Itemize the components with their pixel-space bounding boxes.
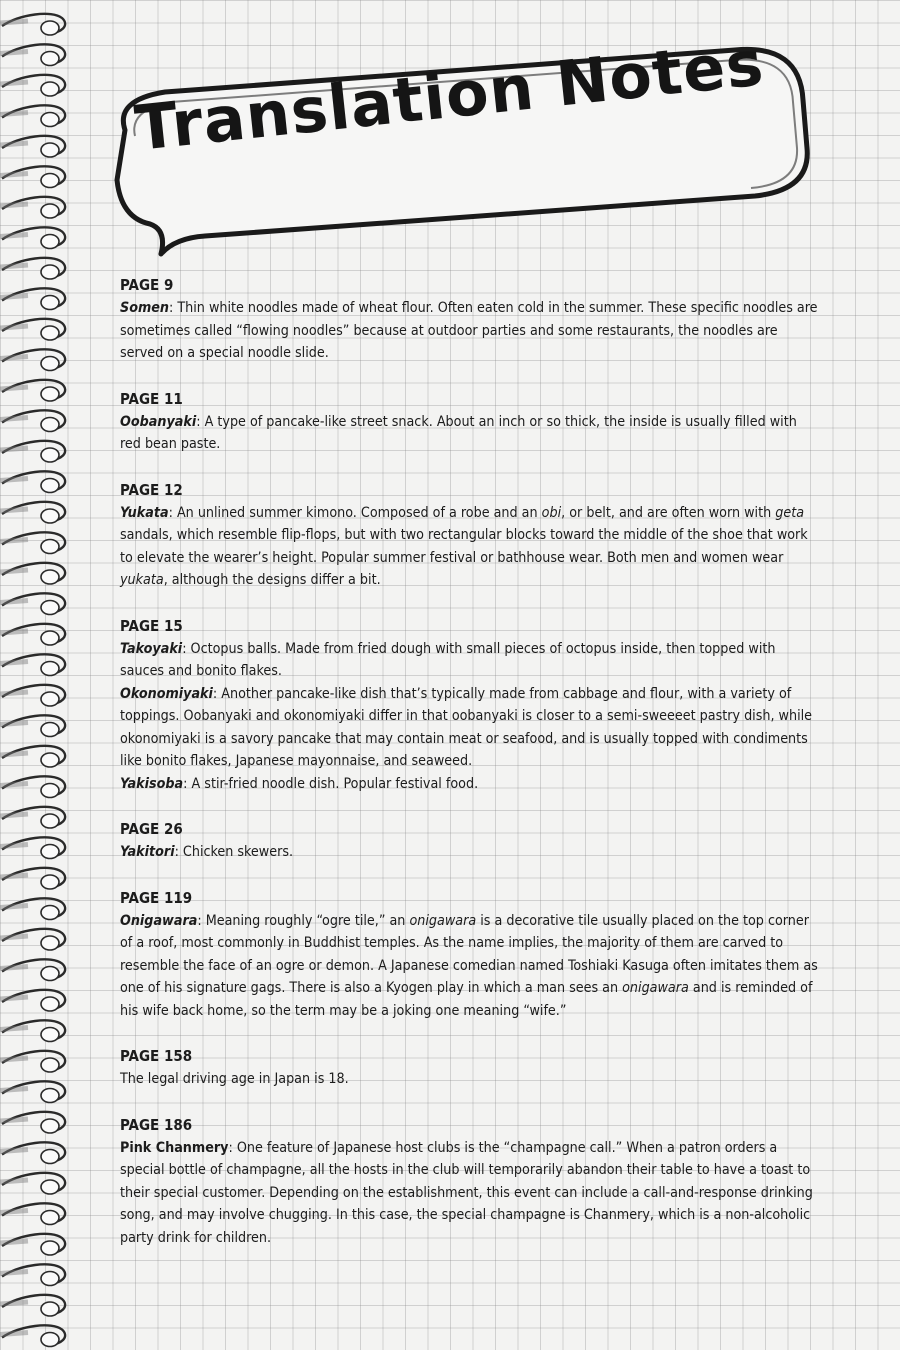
note-text: : Meaning roughly “ogre tile,” an xyxy=(197,912,410,929)
spiral-hole xyxy=(41,692,59,706)
spiral-wire xyxy=(0,174,28,176)
note-entry xyxy=(120,683,820,773)
spiral-wire xyxy=(0,570,28,572)
spiral-hole xyxy=(41,204,59,218)
spiral-hole xyxy=(41,113,59,127)
spiral-wire xyxy=(0,540,28,542)
spiral-hole xyxy=(41,509,59,523)
spiral-wire xyxy=(0,997,28,999)
page-heading: PAGE 15 xyxy=(120,616,183,635)
spiral-hole xyxy=(41,1180,59,1194)
spiral-hole xyxy=(41,845,59,859)
spiral-wire xyxy=(0,113,28,115)
spiral-hole xyxy=(41,174,59,188)
spiral-hole xyxy=(41,570,59,584)
page-heading: PAGE 119 xyxy=(120,888,193,907)
spiral-wire xyxy=(0,601,28,603)
spiral-hole xyxy=(41,1089,59,1103)
note-section xyxy=(120,886,820,1023)
note-entry xyxy=(120,910,820,1023)
spiral-hole xyxy=(41,723,59,737)
spiral-wire xyxy=(0,357,28,359)
note-section xyxy=(120,817,820,864)
note-term: Yukata xyxy=(120,504,169,521)
note-text: The legal driving age in Japan is 18. xyxy=(120,1071,349,1087)
note-section xyxy=(120,387,820,456)
spiral-hole xyxy=(41,601,59,615)
note-text: : One feature of Japanese host clubs is the “champagne call.” When a patron orders a special bottle of champagne, all the hosts in the club will temporarily abandon their table to have a toast to their special customer. Depending on the establishment, this event can include a call-and-response drinking song, and may involve chugging. In this case, the special champagne is Chanmery, which is a non-alcoholic party drink for children. xyxy=(120,1139,813,1246)
spiral-wire xyxy=(0,479,28,481)
spiral-wire xyxy=(0,1302,28,1304)
note-entry xyxy=(120,841,820,864)
spiral-wire xyxy=(0,753,28,755)
spiral-hole xyxy=(41,906,59,920)
spiral-hole xyxy=(41,52,59,66)
note-term: Takoyaki xyxy=(120,640,183,657)
spiral-wire xyxy=(0,509,28,511)
spiral-wire xyxy=(0,875,28,877)
spiral-wire xyxy=(0,692,28,694)
spiral-wire xyxy=(0,326,28,328)
spiral-wire xyxy=(0,21,28,23)
spiral-wire xyxy=(0,906,28,908)
note-entry xyxy=(120,1068,820,1091)
spiral-wire xyxy=(0,1241,28,1243)
note-italic: yukata xyxy=(120,572,164,588)
spiral-hole xyxy=(41,1058,59,1072)
translation-notes xyxy=(120,273,820,1271)
spiral-hole xyxy=(41,814,59,828)
spiral-wire xyxy=(0,784,28,786)
spiral-hole xyxy=(41,1150,59,1164)
page-heading: PAGE 12 xyxy=(120,480,183,499)
note-section xyxy=(120,1044,820,1091)
note-text: : Chicken skewers. xyxy=(174,844,294,860)
spiral-wire xyxy=(0,418,28,420)
spiral-hole xyxy=(41,357,59,371)
spiral-wire xyxy=(0,1211,28,1213)
spiral-hole xyxy=(41,1272,59,1286)
note-entry xyxy=(120,1137,820,1250)
spiral-wire xyxy=(0,235,28,237)
spiral-hole xyxy=(41,326,59,340)
spiral-hole xyxy=(41,631,59,645)
note-text: , or belt, and are often worn with xyxy=(561,504,776,521)
note-section xyxy=(120,1113,820,1250)
spiral-wire xyxy=(0,1180,28,1182)
spiral-wire xyxy=(0,1150,28,1152)
note-term: Okonomiyaki xyxy=(120,685,213,702)
note-text: is a decorative tile usually placed on the top corner of a roof, most commonly in Buddhist temples. As the name implies, the majority of them are carved to resemble the face of an ogre or demon. A Japanese comedian named Toshiaki Kasuga often imitates them as one of his signature gags. There is also a Kyogen play in which a man sees an xyxy=(120,912,818,996)
spiral-wire xyxy=(0,1333,28,1335)
note-text: , although the designs differ a bit. xyxy=(163,572,381,588)
page-heading: PAGE 9 xyxy=(120,276,174,294)
spiral-hole xyxy=(41,1211,59,1225)
note-italic: geta xyxy=(775,504,805,521)
page-heading: PAGE 11 xyxy=(120,389,183,408)
spiral-hole xyxy=(41,967,59,981)
spiral-hole xyxy=(41,784,59,798)
page-heading: PAGE 158 xyxy=(120,1047,193,1065)
spiral-hole xyxy=(41,479,59,493)
spiral-wire xyxy=(0,967,28,969)
spiral-hole xyxy=(41,753,59,767)
note-entry xyxy=(120,773,820,796)
spiral-hole xyxy=(41,143,59,157)
spiral-wire xyxy=(0,82,28,84)
spiral-wire xyxy=(0,1028,28,1030)
note-term: Yakitori xyxy=(120,844,175,860)
note-term: Somen xyxy=(120,300,170,316)
note-entry xyxy=(120,297,820,365)
spiral-hole xyxy=(41,82,59,96)
spiral-hole xyxy=(41,1302,59,1316)
spiral-wire xyxy=(0,52,28,54)
spiral-wire xyxy=(0,936,28,938)
spiral-hole xyxy=(41,448,59,462)
note-term: Yakisoba xyxy=(120,775,184,792)
spiral-wire xyxy=(0,1058,28,1060)
note-section xyxy=(120,614,820,796)
spiral-binding xyxy=(0,0,70,1350)
spiral-hole xyxy=(41,936,59,950)
note-term: Oobanyaki xyxy=(120,413,197,430)
note-text: : Another pancake-like dish that’s typically made from cabbage and flour, with a variety of toppings. Oobanyaki and okonomiyaki differ in that oobanyaki is closer to a semi-sweeeet pastry dish, while okonomiyaki is a savory pancake that may contain meat or seafood, and is usually topped with condiments like bonito flakes, Japanese mayonnaise, and seaweed. xyxy=(120,685,813,769)
note-text: and is reminded of his wife back home, so the term may be a joking one meaning “wife.” xyxy=(120,980,813,1019)
spiral-wire xyxy=(0,296,28,298)
spiral-wire xyxy=(0,1119,28,1121)
spiral-hole xyxy=(41,997,59,1011)
note-text: : A type of pancake-like street snack. About an inch or so thick, the inside is usually filled with red bean paste. xyxy=(120,413,797,452)
note-text: : Octopus balls. Made from fried dough with small pieces of octopus inside, then topped with sauces and bonito flakes. xyxy=(120,640,776,679)
spiral-hole xyxy=(41,662,59,676)
note-italic: onigawara xyxy=(409,912,477,929)
note-section xyxy=(120,478,820,592)
note-entry xyxy=(120,502,820,592)
spiral-hole xyxy=(41,1333,59,1347)
note-text: : Thin white noodles made of wheat flour. Often eaten cold in the summer. These specific noodles are sometimes called “flowing noodles” because at outdoor parties and some restaurants, the noodles are served on a special noodle slide. xyxy=(120,300,818,361)
note-text: sandals, which resemble flip-flops, but with two rectangular blocks toward the middle of the shoe that work to elevate the wearer’s height. Popular summer festival or bathhouse wear. Both men and women wear xyxy=(120,527,808,566)
spiral-hole xyxy=(41,418,59,432)
spiral-wire xyxy=(0,723,28,725)
note-entry xyxy=(120,638,820,683)
spiral-wire xyxy=(0,845,28,847)
spiral-wire xyxy=(0,662,28,664)
spiral-wire xyxy=(0,448,28,450)
page-heading: PAGE 186 xyxy=(120,1115,193,1134)
spiral-hole xyxy=(41,1241,59,1255)
spiral-hole xyxy=(41,387,59,401)
note-section xyxy=(120,273,820,365)
page-title: Translation Notes xyxy=(131,26,768,165)
note-italic: obi xyxy=(541,504,562,521)
note-term: Onigawara xyxy=(120,912,198,929)
spiral-hole xyxy=(41,296,59,310)
spiral-wire xyxy=(0,265,28,267)
spiral-wire xyxy=(0,387,28,389)
spiral-hole xyxy=(41,1119,59,1133)
note-entry xyxy=(120,411,820,456)
note-italic: onigawara xyxy=(622,980,689,996)
spiral-wire xyxy=(0,204,28,206)
spiral-hole xyxy=(41,235,59,249)
spiral-hole xyxy=(41,265,59,279)
spiral-hole xyxy=(41,875,59,889)
spiral-wire xyxy=(0,1272,28,1274)
spiral-wire xyxy=(0,143,28,145)
note-term: Pink Chanmery xyxy=(120,1139,229,1156)
note-text: : An unlined summer kimono. Composed of a robe and an xyxy=(168,504,542,521)
spiral-wire xyxy=(0,1089,28,1091)
spiral-wire xyxy=(0,631,28,633)
spiral-hole xyxy=(41,21,59,35)
page-heading: PAGE 26 xyxy=(120,820,183,838)
spiral-hole xyxy=(41,1028,59,1042)
spiral-hole xyxy=(41,540,59,554)
note-text: : A stir-fried noodle dish. Popular festival food. xyxy=(183,775,479,792)
spiral-wire xyxy=(0,814,28,816)
